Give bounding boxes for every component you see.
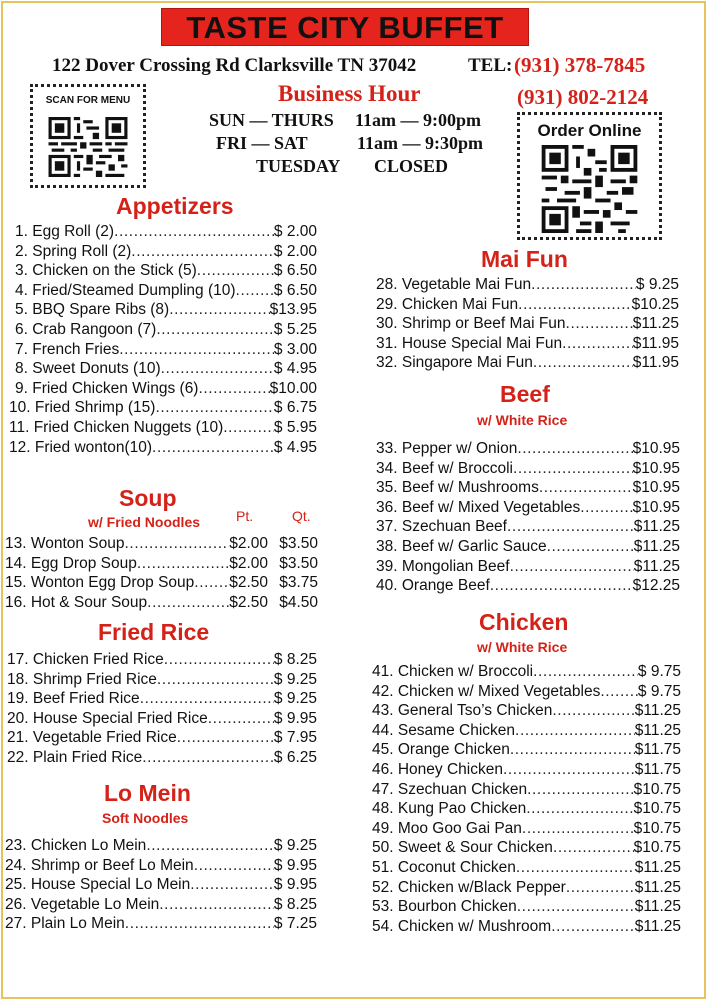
menu-item: 28. Vegetable Mai Fun ..... $ 9.25 [376, 275, 679, 295]
order-online-label: Order Online [537, 121, 642, 140]
menu-item: 54. Chicken w/ Mushroom ..... $11.25 [372, 917, 681, 937]
menu-item: 26. Vegetable Lo Mein ..... $ 8.25 [5, 895, 317, 915]
menu-item: 45. Orange Chicken ..... $11.75 [372, 740, 681, 760]
menu-item: 32. Singapore Mai Fun ..... $11.95 [376, 353, 679, 373]
menu-item: 37. Szechuan Beef ..... $11.25 [376, 517, 680, 537]
restaurant-title: TASTE CITY BUFFET [161, 8, 529, 46]
menu-item: 4. Fried/Steamed Dumpling (10) ..... $ 6.50 [15, 281, 317, 301]
menu-item: 16. Hot & Sour Soup ..... $2.50 $4.50 [5, 593, 318, 613]
tel-label: TEL: [468, 55, 513, 76]
soup-col-pint: Pt. [236, 508, 254, 524]
chicken-subtitle: w/ White Rice [477, 639, 568, 655]
menu-item: 24. Shrimp or Beef Lo Mein ..... $ 9.95 [5, 856, 317, 876]
menu-item: 7. French Fries ..... $ 3.00 [15, 340, 317, 360]
menu-item: 48. Kung Pao Chicken ..... $10.75 [372, 799, 681, 819]
hours-time: 11am — 9:30pm [357, 133, 483, 153]
hours-days: SUN — THURS [209, 110, 334, 130]
menu-item: 13. Wonton Soup ..... $2.00 $3.50 [5, 534, 318, 554]
mai-fun-heading: Mai Fun [481, 246, 568, 272]
chicken-heading: Chicken [479, 609, 569, 635]
hours-time: 11am — 9:00pm [355, 110, 481, 130]
menu-item: 51. Coconut Chicken ..... $11.25 [372, 858, 681, 878]
hours-row [209, 110, 334, 131]
menu-item: 39. Mongolian Beef ..... $11.25 [376, 557, 680, 577]
phone-secondary[interactable]: (931) 802-2124 [517, 85, 649, 109]
address: 122 Dover Crossing Rd Clarksville TN 37042 [52, 55, 417, 76]
menu-item: 12. Fried wonton(10) ..... $ 4.95 [9, 438, 317, 458]
menu-item: 33. Pepper w/ Onion ..... $10.95 [376, 439, 680, 459]
menu-item: 44. Sesame Chicken ..... $11.25 [372, 721, 681, 741]
menu-item: 5. BBQ Spare Ribs (8) ..... $13.95 [15, 300, 317, 320]
menu-item: 31. House Special Mai Fun ..... $11.95 [376, 334, 679, 354]
menu-item: 46. Honey Chicken ..... $11.75 [372, 760, 681, 780]
hours-row [256, 156, 340, 177]
menu-item: 8. Sweet Donuts (10) ..... $ 4.95 [15, 359, 317, 379]
menu-item: 21. Vegetable Fried Rice ..... $ 7.95 [7, 728, 317, 748]
soup-col-quart: Qt. [292, 508, 311, 524]
hours-days: TUESDAY [256, 156, 341, 176]
appetizers-heading: Appetizers [116, 193, 234, 219]
hours-days: FRI — SAT [216, 133, 308, 153]
menu-item: 6. Crab Rangoon (7) ..... $ 5.25 [15, 320, 317, 340]
hours-row [216, 133, 308, 154]
fried-rice-heading: Fried Rice [98, 619, 210, 645]
menu-item: 53. Bourbon Chicken ..... $11.25 [372, 897, 681, 917]
menu-item: 42. Chicken w/ Mixed Vegetables ..... $ 9.75 [372, 682, 681, 702]
menu-item: 20. House Special Fried Rice ..... $ 9.95 [7, 709, 317, 729]
phone-primary[interactable]: (931) 378-7845 [514, 53, 646, 77]
hours-row [357, 133, 483, 154]
beef-subtitle: w/ White Rice [477, 412, 568, 428]
menu-item: 11. Fried Chicken Nuggets (10) ..... $ 5.95 [9, 418, 317, 438]
menu-item: 1. Egg Roll (2) ..... $ 2.00 [15, 222, 317, 242]
qr-code-icon [541, 145, 638, 233]
menu-item: 34. Beef w/ Broccoli ..... $10.95 [376, 459, 680, 479]
menu-item: 18. Shrimp Fried Rice ..... $ 9.25 [7, 670, 317, 690]
menu-item: 10. Fried Shrimp (15) ..... $ 6.75 [9, 398, 317, 418]
menu-item: 35. Beef w/ Mushrooms ..... $10.95 [376, 478, 680, 498]
qr-code-icon [48, 117, 128, 177]
menu-item: 49. Moo Goo Gai Pan ..... $10.75 [372, 819, 681, 839]
menu-item: 30. Shrimp or Beef Mai Fun ..... $11.25 [376, 314, 679, 334]
menu-item: 36. Beef w/ Mixed Vegetables ..... $10.95 [376, 498, 680, 518]
business-hour-heading: Business Hour [278, 81, 421, 106]
hours-time: CLOSED [374, 156, 449, 176]
menu-item: 23. Chicken Lo Mein ..... $ 9.25 [5, 836, 317, 856]
hours-row [374, 156, 448, 177]
menu-item: 22. Plain Fried Rice ..... $ 6.25 [7, 748, 317, 768]
menu-item: 9. Fried Chicken Wings (6) ..... $10.00 [15, 379, 317, 399]
menu-item: 41. Chicken w/ Broccoli ..... $ 9.75 [372, 662, 681, 682]
menu-item: 15. Wonton Egg Drop Soup ..... $2.50 $3.75 [5, 573, 318, 593]
menu-item: 52. Chicken w/Black Pepper ..... $11.25 [372, 878, 681, 898]
soup-subtitle: w/ Fried Noodles [88, 514, 201, 530]
menu-item: 3. Chicken on the Stick (5) ..... $ 6.50 [15, 261, 317, 281]
menu-item: 50. Sweet & Sour Chicken ..... $10.75 [372, 838, 681, 858]
menu-item: 17. Chicken Fried Rice ..... $ 8.25 [7, 650, 317, 670]
lo-mein-subtitle: Soft Noodles [102, 810, 189, 826]
beef-heading: Beef [500, 381, 550, 407]
menu-item: 38. Beef w/ Garlic Sauce ..... $11.25 [376, 537, 680, 557]
menu-item: 47. Szechuan Chicken ..... $10.75 [372, 780, 681, 800]
lo-mein-heading: Lo Mein [104, 780, 191, 806]
menu-item: 40. Orange Beef ..... $12.25 [376, 576, 680, 596]
menu-item: 27. Plain Lo Mein ..... $ 7.25 [5, 914, 317, 934]
menu-item: 19. Beef Fried Rice ..... $ 9.25 [7, 689, 317, 709]
soup-heading: Soup [119, 485, 177, 511]
menu-item: 2. Spring Roll (2) ..... $ 2.00 [15, 242, 317, 262]
order-online-qr-box[interactable] [517, 112, 662, 240]
scan-menu-qr-box[interactable] [30, 84, 146, 188]
hours-row [355, 110, 481, 131]
menu-item: 29. Chicken Mai Fun ..... $10.25 [376, 295, 679, 315]
menu-item: 14. Egg Drop Soup ..... $2.00 $3.50 [5, 554, 318, 574]
menu-item: 43. General Tso’s Chicken ..... $11.25 [372, 701, 681, 721]
menu-item: 25. House Special Lo Mein ..... $ 9.95 [5, 875, 317, 895]
scan-label: SCAN FOR MENU [45, 95, 131, 106]
